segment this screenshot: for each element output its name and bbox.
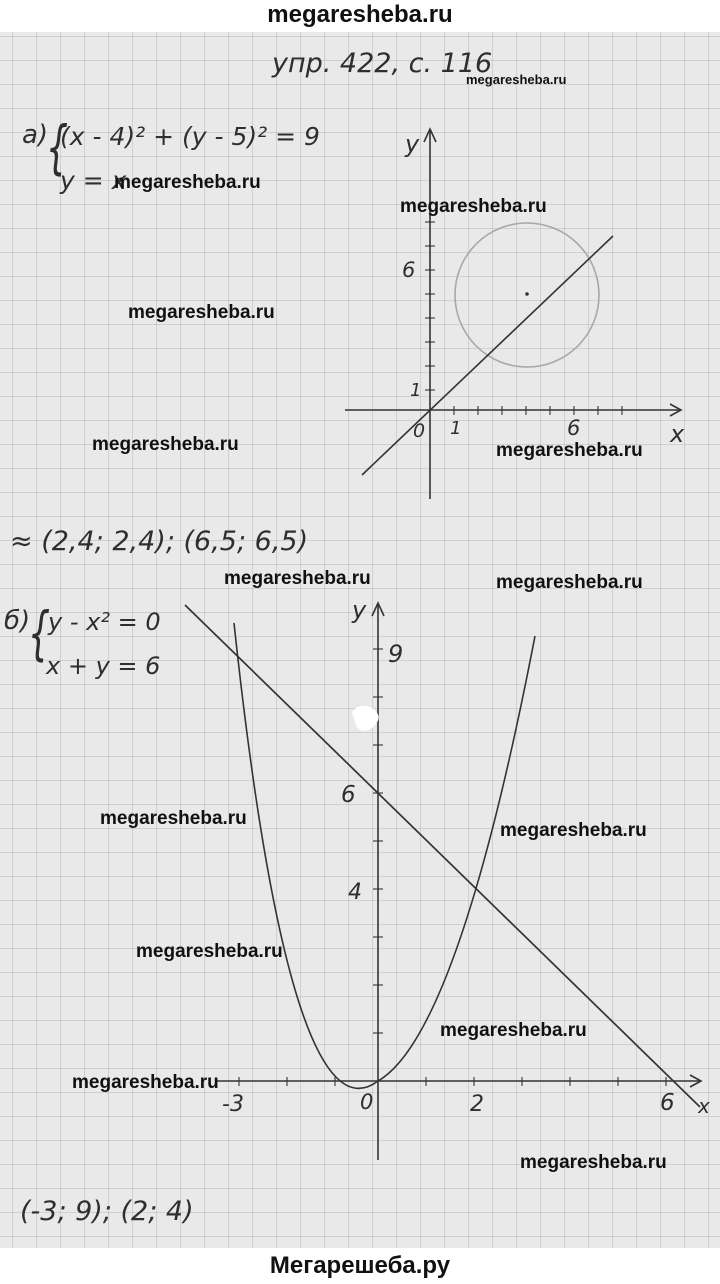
watermark-8: megaresheba.ru xyxy=(496,572,643,593)
graphs-canvas xyxy=(0,32,720,1248)
graph-b-tick-y6: 6 xyxy=(341,782,356,808)
part-a-equation-2: y = x xyxy=(60,166,127,195)
watermark-9: megaresheba.ru xyxy=(100,808,247,829)
watermark-6: megaresheba.ru xyxy=(496,440,643,461)
graph-a-center-dot xyxy=(525,292,529,296)
watermark-12: megaresheba.ru xyxy=(440,1020,587,1041)
graph-a-tick-x1: 1 xyxy=(450,418,462,439)
watermark-5: megaresheba.ru xyxy=(92,434,239,455)
bottom-site-banner: Мегарешеба.ру xyxy=(0,1248,720,1284)
graph-b-origin-label: 0 xyxy=(360,1090,374,1114)
graph-b-tick-xm3: -3 xyxy=(222,1092,244,1117)
part-b-equation-2: x + y = 6 xyxy=(46,652,161,680)
watermark-11: megaresheba.ru xyxy=(136,941,283,962)
graph-b-tick-y9: 9 xyxy=(388,640,404,668)
graph-b-x-label: x xyxy=(698,1094,710,1118)
graph-a-x-label: x xyxy=(670,420,685,448)
graph-a-y-label: y xyxy=(405,130,420,158)
part-b-label: б) xyxy=(4,606,31,636)
part-a-label: а) xyxy=(22,120,49,150)
top-site-banner: megaresheba.ru xyxy=(0,0,720,32)
part-b-equation-1: y - x² = 0 xyxy=(48,608,161,636)
watermark-2: megaresheba.ru xyxy=(114,172,261,193)
graph-b-tick-x6: 6 xyxy=(660,1090,675,1116)
part-a-equation-1: (x - 4)² + (y - 5)² = 9 xyxy=(60,122,320,151)
watermark-7: megaresheba.ru xyxy=(224,568,371,589)
part-b-brace: { xyxy=(28,599,51,667)
part-a-answer: ≈ (2,4; 2,4); (6,5; 6,5) xyxy=(10,526,309,557)
part-b-answer: (-3; 9); (2; 4) xyxy=(20,1196,194,1227)
part-a-brace: { xyxy=(46,113,69,181)
watermark-13: megaresheba.ru xyxy=(72,1072,219,1093)
graph-a-origin-label: 0 xyxy=(413,420,426,442)
graph-b-tick-y4: 4 xyxy=(348,880,362,905)
graph-b-tick-x2: 2 xyxy=(470,1092,484,1117)
watermark-1: megaresheba.ru xyxy=(466,72,567,87)
exercise-title: упр. 422, с. 116 xyxy=(272,48,493,79)
watermark-10: megaresheba.ru xyxy=(500,820,647,841)
graph-a-tick-x6: 6 xyxy=(567,416,581,440)
graph-b-y-label: y xyxy=(352,596,367,624)
graph-a-tick-y1: 1 xyxy=(410,380,422,401)
watermark-3: megaresheba.ru xyxy=(400,196,547,217)
graph-b xyxy=(185,603,701,1160)
graph-b-parabola xyxy=(234,623,535,1088)
eraser-smudge xyxy=(352,706,379,731)
watermark-14: megaresheba.ru xyxy=(520,1152,667,1173)
watermark-4: megaresheba.ru xyxy=(128,302,275,323)
graph-a-tick-y6: 6 xyxy=(402,258,416,282)
